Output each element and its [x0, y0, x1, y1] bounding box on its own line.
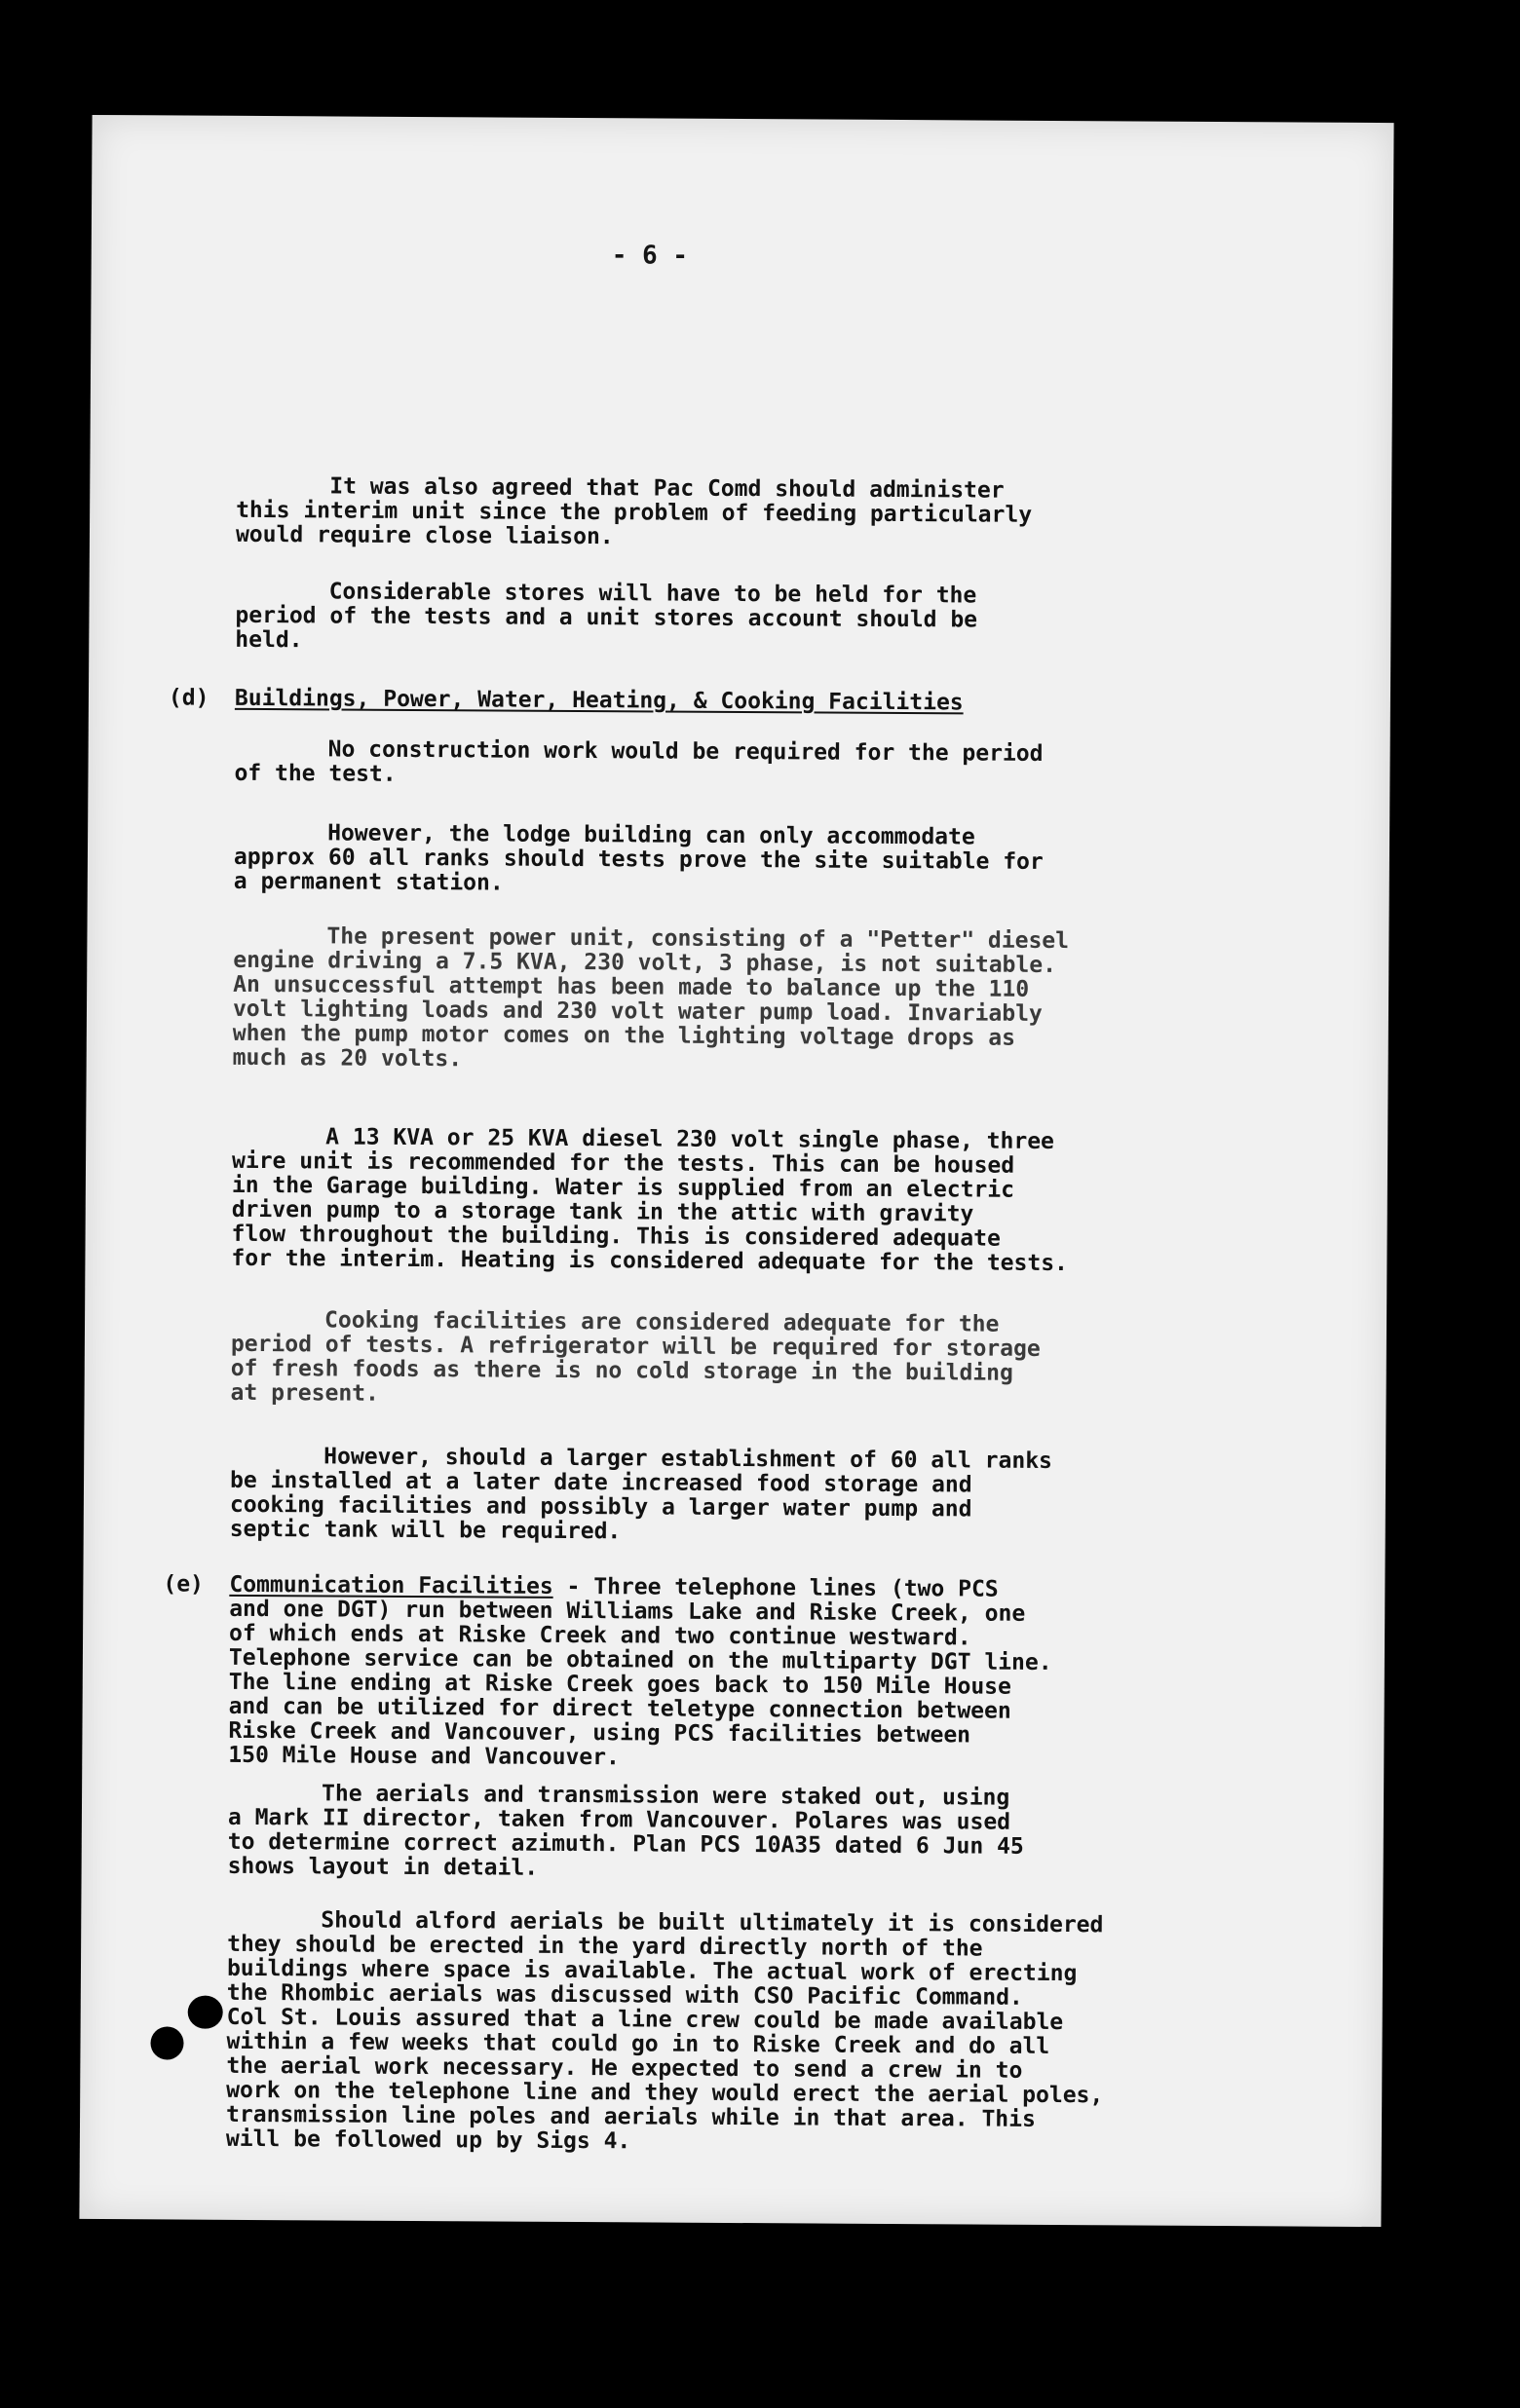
paragraph-aerials	[228, 1782, 1025, 1884]
paragraph-power	[233, 924, 1070, 1075]
section-title: Buildings, Power, Water, Heating, & Cooking Facilities	[234, 685, 964, 716]
text-line: The aerials and transmission were staked out, using	[322, 1781, 1010, 1811]
paragraph-kva	[231, 1125, 1068, 1276]
text-line: they should be erected in the yard directly north of the	[227, 1931, 983, 1962]
text-line: a permanent station.	[233, 868, 504, 896]
text-line: septic tank will be required.	[229, 1516, 622, 1545]
paragraph-larger	[230, 1445, 1052, 1547]
text-line: driven pump to a storage tank in the attic with gravity	[231, 1196, 974, 1227]
paragraph-alford	[226, 1908, 1105, 2157]
text-line: for the interim. Heating is considered adequate for the tests.	[231, 1245, 1069, 1277]
section-marker: (e)	[163, 1571, 205, 1598]
text-line: Considerable stores will have to be held for the	[328, 579, 977, 609]
text-line: at present.	[230, 1379, 380, 1407]
text-line: The line ending at Riske Creek goes back to 150 Mile House	[228, 1669, 1011, 1700]
page-number: - 6 -	[611, 241, 689, 271]
text-line: It was also agreed that Pac Comd should administer	[329, 473, 1005, 504]
section-first-line: - Three telephone lines (two PCS	[552, 1573, 999, 1602]
text-line: A 13 KVA or 25 KVA diesel 230 volt single phase, three	[325, 1124, 1055, 1154]
punch-hole-mark	[150, 2026, 183, 2059]
paragraph-stores	[235, 580, 977, 658]
text-line: No construction work would be required for the period	[327, 736, 1044, 767]
paragraph-construction	[234, 737, 1043, 791]
text-line: However, the lodge building can only accommodate	[327, 820, 975, 850]
text-line: Cooking facilities are considered adequate for the	[323, 1307, 1000, 1337]
document-page	[79, 115, 1393, 2227]
text-line: held.	[235, 626, 303, 654]
text-line: An unsuccessful attempt has been made to balance up the 110	[233, 971, 1030, 1002]
text-line: a Mark II director, taken from Vancouver. Polares was used	[227, 1804, 1011, 1835]
text-line: flow throughout the building. This is considered adequate	[231, 1221, 1001, 1252]
text-line: when the pump motor comes on the lighting voltage drops as	[232, 1020, 1016, 1051]
section-title: Communication Facilities	[229, 1571, 553, 1599]
text-line: Should alford aerials be built ultimately it is considered	[321, 1907, 1104, 1938]
section-marker: (d)	[168, 685, 209, 711]
text-line: Telephone service can be obtained on the multiparty DGT line.	[228, 1644, 1052, 1675]
text-line: within a few weeks that could go in to Riske Creek and do all	[226, 2028, 1050, 2059]
text-line: this interim unit since the problem of feeding particularly	[236, 497, 1033, 528]
text-line: 150 Mile House and Vancouver.	[228, 1742, 620, 1771]
text-line: transmission line poles and aerials while in that area. This	[225, 2101, 1036, 2132]
text-line: volt lighting loads and 230 volt water pump load. Invariably	[232, 996, 1043, 1027]
punch-hole-mark	[188, 1996, 223, 2029]
text-line: of fresh foods as there is no cold storage in the building	[230, 1355, 1013, 1386]
text-line: work on the telephone line and they would erect the aerial poles,	[226, 2077, 1104, 2109]
text-line: buildings where space is available. The actual work of erecting	[226, 1955, 1078, 1987]
text-line: cooking facilities and possibly a larger water pump and	[229, 1491, 972, 1523]
text-line: the Rhombic aerials was discussed with CSO Pacific Command.	[226, 1979, 1023, 2011]
text-line: the aerial work necessary. He expected to send a crew in to	[226, 2052, 1023, 2084]
text-line: and one DGT) run between Williams Lake and Riske Creek, one	[229, 1596, 1026, 1627]
paragraph-communications	[228, 1598, 1052, 1773]
paragraph-lodge	[234, 821, 1044, 899]
paragraph-cooking	[231, 1308, 1041, 1411]
text-line: and can be utilized for direct teletype connection between	[228, 1693, 1011, 1724]
text-line: approx 60 all ranks should tests prove the site suitable for	[233, 844, 1044, 875]
text-line: will be followed up by Sigs 4.	[225, 2126, 631, 2155]
text-line: shows layout in detail.	[227, 1853, 539, 1881]
section-d-heading	[169, 686, 964, 715]
text-line: of the test.	[234, 760, 397, 787]
text-line: of which ends at Riske Creek and two continue westward.	[229, 1620, 971, 1651]
text-line: would require close liaison.	[235, 521, 614, 550]
text-line: Col St. Louis assured that a line crew could be made available	[226, 2004, 1064, 2036]
text-line: to determine correct azimuth. Plan PCS 10A35 dated 6 Jun 45	[227, 1828, 1024, 1860]
text-line: period of the tests and a unit stores account should be	[235, 602, 978, 633]
text-line: engine driving a 7.5 KVA, 230 volt, 3 phase, is not suitable.	[233, 947, 1057, 978]
text-line: Riske Creek and Vancouver, using PCS facilities between	[228, 1717, 971, 1749]
paragraph-admin	[236, 474, 1032, 552]
text-line: be installed at a later date increased food storage and	[229, 1467, 972, 1498]
text-line: However, should a larger establishment of 60 all ranks	[323, 1444, 1053, 1474]
document-body	[163, 262, 1271, 2155]
text-line: period of tests. A refrigerator will be required for storage	[230, 1331, 1041, 1362]
text-line: wire unit is recommended for the tests. This can be housed	[231, 1148, 1015, 1179]
text-line: much as 20 volts.	[232, 1044, 463, 1072]
text-line: The present power unit, consisting of a "Petter" diesel	[326, 923, 1070, 955]
text-line: in the Garage building. Water is supplied from an electric	[231, 1172, 1015, 1203]
